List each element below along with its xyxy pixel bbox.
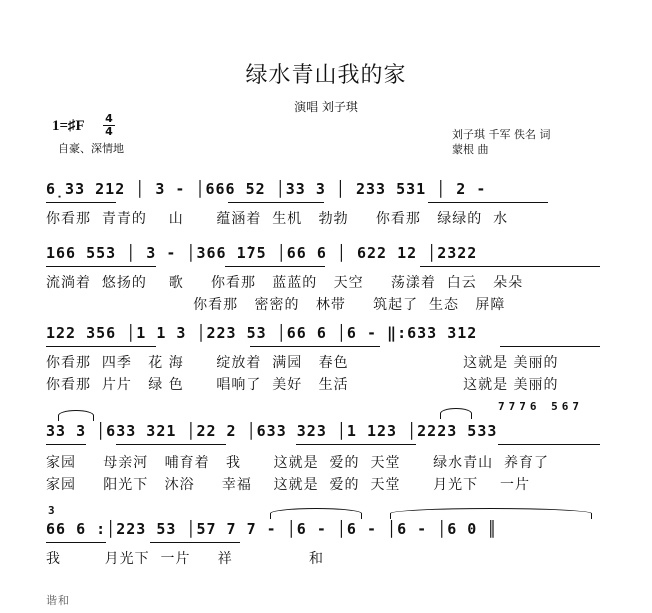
score-row-2-lyric-2: 你看那 密密的 林带 筑起了 生态 屏障	[46, 297, 506, 313]
key-signature: 1=♯F	[52, 118, 85, 134]
score-row-4-upper-notes: 7776 567	[498, 400, 583, 413]
score-row-3-lyric-2: 你看那 片片 绿 色 唱响了 美好 生活 这就是 美丽的	[46, 377, 559, 393]
underline-beam	[498, 444, 600, 445]
underline-beam	[500, 346, 600, 347]
composer-credit: 蒙根 曲	[452, 143, 489, 156]
score-row-5-notes: 66 6 :│223 53 │57 7 7 - │6 - │6 - │6 - │6 0 ║	[46, 520, 498, 538]
underline-beam	[46, 542, 106, 543]
score-row-1-lyric: 你看那 青青的 山 蕴涵着 生机 勃勃 你看那 绿绿的 水	[46, 211, 509, 227]
tie-arc	[390, 508, 592, 519]
underline-beam	[46, 202, 116, 203]
song-title: 绿水青山我的家	[245, 63, 407, 88]
score-row-2-notes: 166 553 │ 3 - │366 1̇75 │66 6 │ 622 12 │2322	[46, 244, 478, 262]
underline-beam	[225, 266, 325, 267]
score-row-5-upper-notes: 3	[48, 504, 59, 517]
score-row-4-lyric-2: 家园 阳光下 沐浴 幸福 这就是 爱的 天堂 月光下 一片	[46, 477, 530, 493]
footer-fragment: 谐和	[46, 594, 70, 607]
tie-arc	[270, 508, 362, 519]
underline-beam	[46, 266, 156, 267]
underline-beam	[116, 444, 226, 445]
score-row-1-notes: 6̣33 212 │ 3 - │666 52 │33 3 │ 233 531 │ 2 -	[46, 180, 487, 198]
underline-beam	[46, 444, 86, 445]
score-row-5-lyric: 我 月光下 一片 祥 和	[46, 551, 325, 567]
underline-beam	[250, 346, 380, 347]
score-row-4-notes: 33 3 │633 321 │22 2 │633 323 │1 123 │2223 533	[46, 422, 498, 440]
lyricist-credit: 刘子琪 千军 佚名 词	[452, 128, 551, 141]
underline-beam	[420, 266, 600, 267]
time-signature-numerator: 4	[105, 112, 113, 125]
score-row-3-notes: 122 356 │1 1 3 │223 53 │66 6 │6 - ‖:633 312	[46, 324, 478, 342]
underline-beam	[296, 444, 416, 445]
score-row-3-lyric-1: 你看那 四季 花 海 绽放着 满园 春色 这就是 美丽的	[46, 355, 559, 371]
tie-arc	[440, 408, 472, 419]
time-signature-denominator: 4	[103, 125, 115, 138]
singer-credit: 演唱 刘子琪	[294, 100, 358, 114]
underline-beam	[46, 346, 156, 347]
underline-beam	[428, 202, 548, 203]
tie-arc	[58, 410, 94, 421]
tempo-mood-marking: 自豪、深情地	[58, 142, 124, 155]
underline-beam	[150, 542, 240, 543]
time-signature	[103, 113, 115, 138]
underline-beam	[228, 202, 324, 203]
score-row-2-lyric-1: 流淌着 悠扬的 歌 你看那 蓝蓝的 天空 荡漾着 白云 朵朵	[46, 275, 524, 291]
score-row-4-lyric-1: 家园 母亲河 哺育着 我 这就是 爱的 天堂 绿水青山 养育了	[46, 455, 550, 471]
